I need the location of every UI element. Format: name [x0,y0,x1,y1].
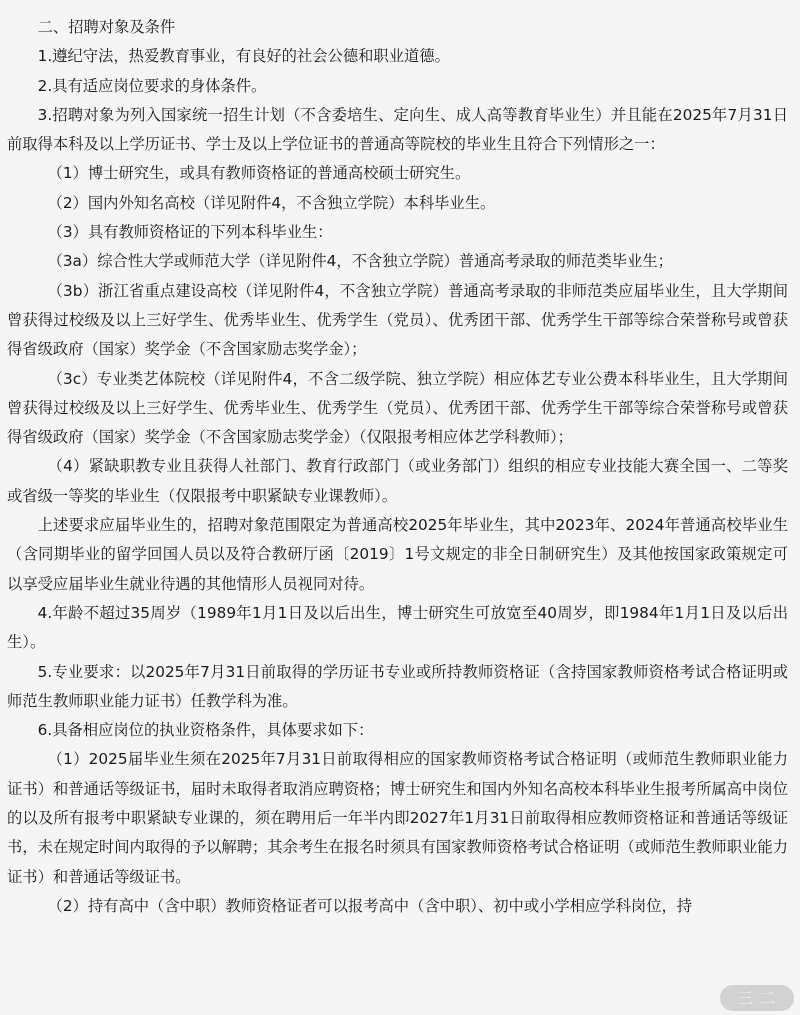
condition-3: 3.招聘对象为列入国家统一招生计划（不含委培生、定向生、成人高等教育毕业生）并且能在2025年7月31日前取得本科及以上学历证书、学士及以上学位证书的普通高等院校的毕业生且符合下列情形之一： [7,105,788,154]
condition-3-item-4: （4）紧缺职教专业且获得人社部门、教育行政部门（或业务部门）组织的相应专业技能大赛全国一、二等奖或省级一等奖的毕业生（仅限报考中职紧缺专业课教师）。 [7,457,788,505]
condition-3-item-3a: （3a）综合性大学或师范大学（详见附件4，不含独立学院）普通高考录取的师范类毕业生； [47,252,673,271]
watermark-badge: 三 二 [720,985,794,1011]
condition-3-item-1: （1）博士研究生，或具有教师资格证的普通高校硕士研究生。 [47,164,471,183]
condition-3-item-3: （3）具有教师资格证的下列本科毕业生： [47,223,333,242]
condition-6: 6.具备相应岗位的执业资格条件，具体要求如下： [37,721,374,740]
condition-3-item-3c: （3c）专业类艺体院校（详见附件4，不含二级学院、独立学院）相应体艺专业公费本科毕业生，且大学期间曾获得过校级及以上三好学生、优秀毕业生、优秀学生（党员）、优秀团干部、优秀学生干部等综合荣誉称号或曾获得省级政府（国家）奖学金（不含国家励志奖学金）（仅限报考相应体艺学科教师）； [7,369,788,447]
condition-2: 2.具有适应岗位要求的身体条件。 [37,76,267,95]
condition-3-item-3b: （3b）浙江省重点建设高校（详见附件4，不含独立学院）普通高考录取的非师范类应届毕业生，且大学期间曾获得过校级及以上三好学生、优秀毕业生、优秀学生（党员）、优秀团干部、优秀学生干部等综合荣誉称号或曾获得省级政府（国家）奖学金（不含国家励志奖学金）； [7,281,788,359]
condition-6-item-1: （1）2025届毕业生须在2025年7月31日前取得相应的国家教师资格考试合格证明（或师范生教师职业能力证书）和普通话等级证书，届时未取得者取消应聘资格；博士研究生和国内外知名高校本科毕业生报考所属高中岗位的以及所有报考中职紧缺专业课的，须在聘用后一年半内即2027年1月31日前取得相应教师资格证和普通话等级证书，未在规定时间内取得的予以解聘；其余考生在报名时须具有国家教师资格考试合格证明（或师范生教师职业能力证书）和普通话等级证书。 [7,750,788,886]
condition-5: 5.专业要求：以2025年7月31日前取得的学历证书专业或所持教师资格证（含持国家教师资格考试合格证明或师范生教师职业能力证书）任教学科为准。 [7,662,788,710]
condition-3-item-2: （2）国内外知名高校（详见附件4，不含独立学院）本科毕业生。 [47,193,496,212]
condition-1: 1.遵纪守法，热爱教育事业，有良好的社会公德和职业道德。 [37,47,450,66]
section-heading: 二、招聘对象及条件 [37,18,176,36]
graduate-scope-note: 上述要求应届毕业生的，招聘对象范围限定为普通高校2025年毕业生，其中2023年、2024年普通高校毕业生（含同期毕业的留学回国人员以及符合教研厅函〔2019〕1号文规定的非全日制研究生）及其他按国家政策规定可以享受应届毕业生就业待遇的其他情形人员视同对待。 [7,516,788,593]
condition-4: 4.年龄不超过35周岁（1989年1月1日及以后出生，博士研究生可放宽至40周岁，即1984年1月1日及以后出生）。 [7,603,788,652]
condition-6-item-2: （2）持有高中（含中职）教师资格证者可以报考高中（含中职）、初中或小学相应学科岗位，持 [47,896,693,915]
